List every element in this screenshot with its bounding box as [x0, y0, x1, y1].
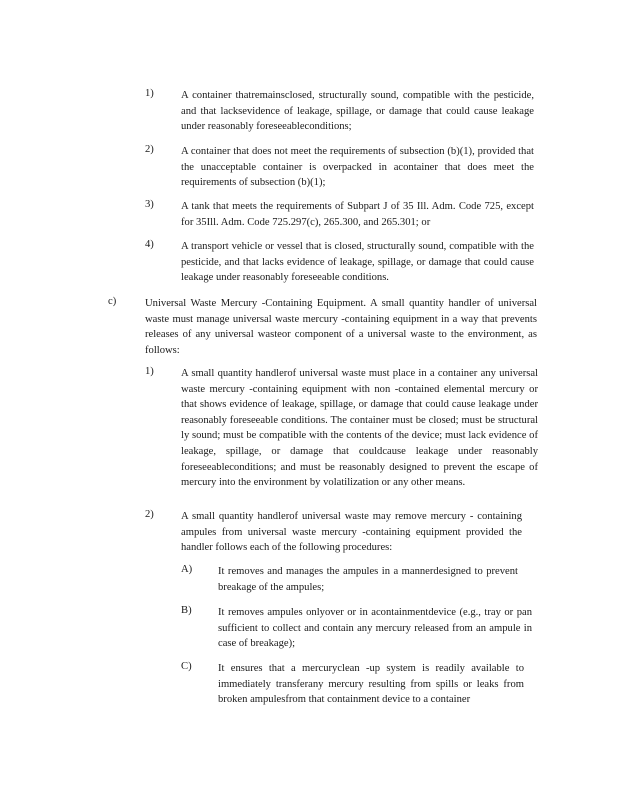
- sub-item-text: [218, 605, 532, 652]
- item-label: 2): [145, 144, 154, 155]
- item-paragraph: A transport vehicle or vessel that is closed, structurally sound, compatible with the pesticide, and that lacks evidence of leakage, spillage, or damage that could cause leakage under reasonably foreseeable conditions.: [181, 241, 534, 284]
- item-label: 3): [145, 199, 154, 210]
- item-text: [181, 144, 534, 191]
- item-text: [181, 366, 538, 491]
- sub-item-text: [218, 564, 518, 595]
- item-label: 2): [145, 509, 154, 520]
- sub-item-label: A): [181, 564, 193, 575]
- sub-item-label: B): [181, 605, 192, 616]
- item-paragraph: A container that does not meet the requirements of subsection (b)(1), provided that the unacceptable container is overpacked in acontainer that does meet the requirements of subsection (b)(1);: [181, 146, 534, 189]
- item-text: [181, 199, 534, 230]
- section-paragraph: Universal Waste Mercury -Containing Equipment. A small quantity handler of universal waste must manage universal waste mercury -containing equipment in a way that prevents releases of any universal wasteor component of a universal waste to the environment, as follows:: [145, 298, 537, 356]
- item-paragraph: A container thatremainsclosed, structurally sound, compatible with the pesticide, and that lacksevidence of leakage, spillage, or damage that could cause leakage under reasonably foreseeableconditions;: [181, 90, 534, 133]
- sub-item-paragraph: It removes and manages the ampules in a mannerdesigned to prevent breakage of the ampules;: [218, 566, 518, 593]
- section-label: c): [108, 296, 117, 307]
- sub-item-label: C): [181, 661, 192, 672]
- item-label: 1): [145, 88, 154, 99]
- item-text: [181, 239, 534, 286]
- item-text: [181, 509, 522, 556]
- item-label: 1): [145, 366, 154, 377]
- item-paragraph: A small quantity handlerof universal waste may remove mercury - containing ampules from universal waste mercury -containing equipment provided the handler follows each of the following procedures:: [181, 511, 522, 554]
- item-paragraph: A tank that meets the requirements of Subpart J of 35 Ill. Adm. Code 725, except for 35Ill. Adm. Code 725.297(c), 265.300, and 265.301; or: [181, 201, 534, 228]
- item-label: 4): [145, 239, 154, 250]
- item-paragraph: A small quantity handlerof universal waste must place in a container any universal waste mercury -containing equipment with non -contained elemental mercury or that shows evidence of leakage, spillage, or damage that could cause leakage under reasonably foreseeable conditions. The container must be closed; must be structural ly sound; must be compatible with the contents of the device; must lack evidence of leakage, spillage, or damage that couldcause leakage under reasonably foreseeableconditions; and must be reasonably designed to prevent the escape of mercury into the environment by volatilization or any other means.: [181, 368, 538, 489]
- sub-item-paragraph: It ensures that a mercuryclean -up system is readily available to immediately transferany mercury resulting from spills or leaks from broken ampulesfrom that containment device to a container: [218, 663, 524, 706]
- section-text: [145, 296, 537, 358]
- item-text: [181, 88, 534, 135]
- sub-item-paragraph: It removes ampules onlyover or in acontainmentdevice (e.g., tray or pan sufficient to collect and contain any mercury released from an ampule in case of breakage);: [218, 607, 532, 650]
- sub-item-text: [218, 661, 524, 708]
